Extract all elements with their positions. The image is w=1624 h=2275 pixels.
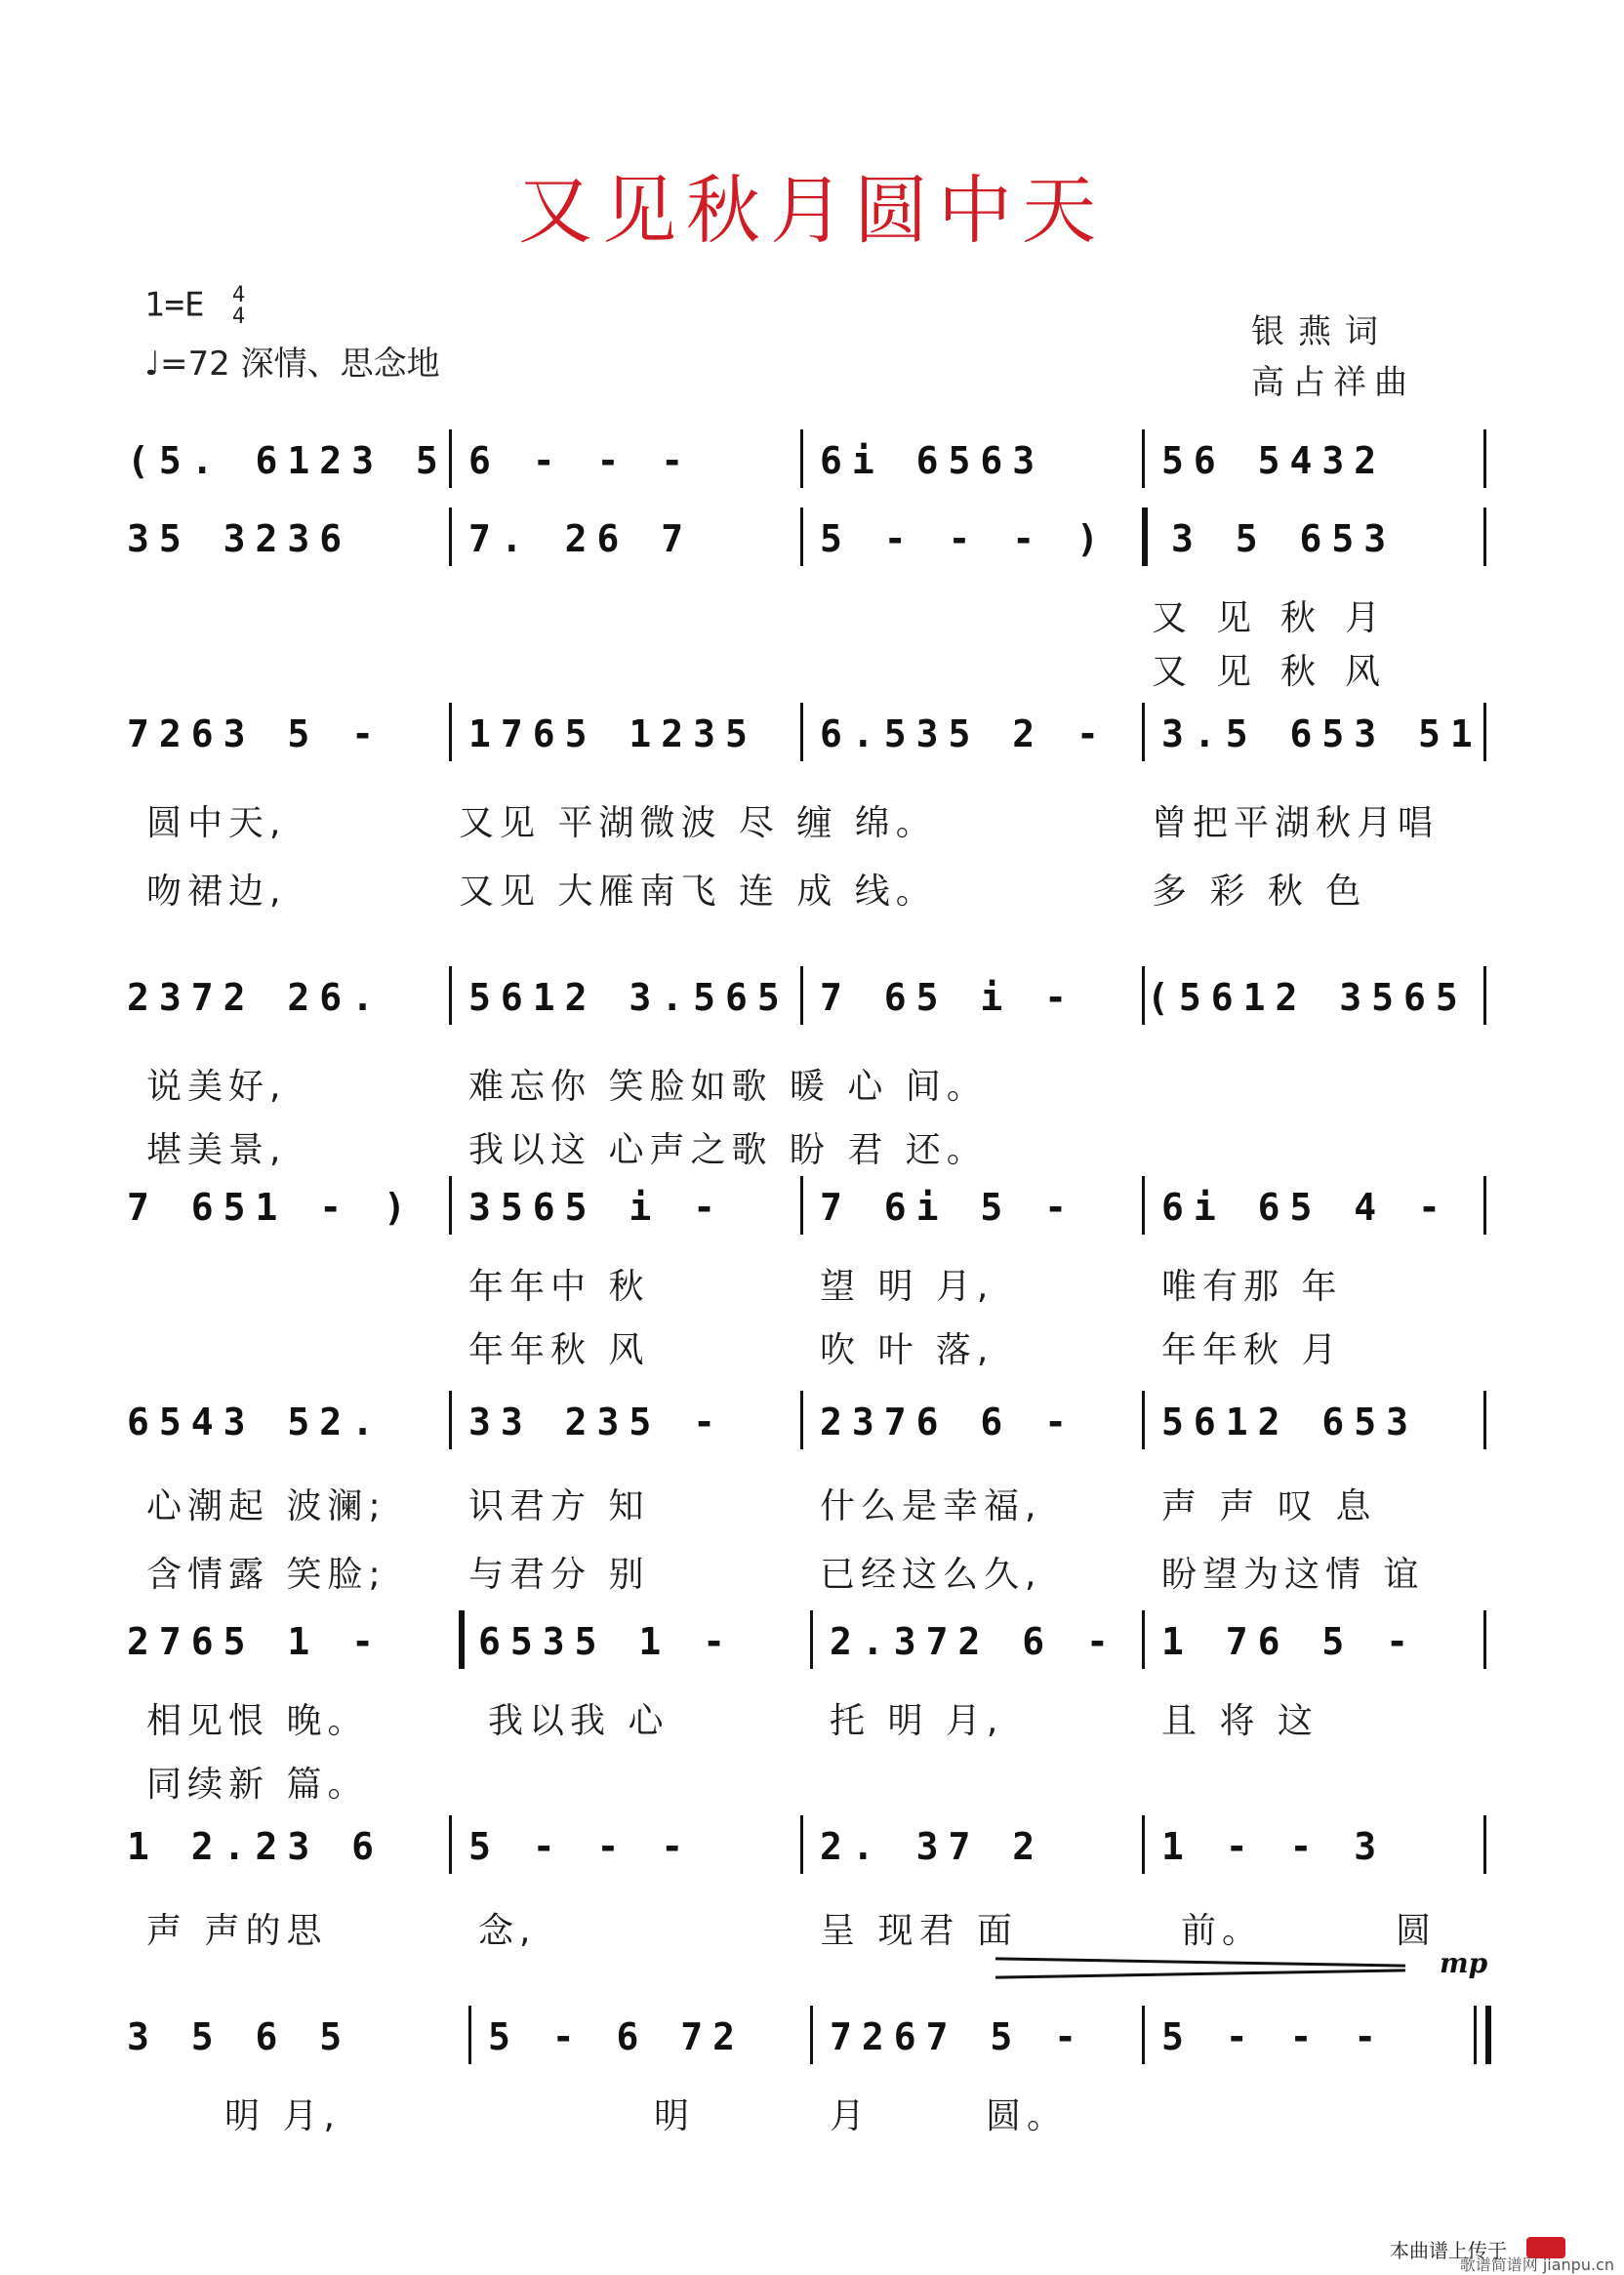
measure: 5 - - - ) [820, 517, 1109, 560]
lyric-segment: 吹 叶 落, [820, 1330, 995, 1370]
measure: 5612 3.565 [468, 976, 790, 1019]
bar-line [810, 1610, 813, 1669]
bar-line [1142, 1176, 1145, 1235]
lyric-segment: 念, [478, 1911, 537, 1951]
measure: 2372 26. [127, 976, 385, 1019]
bar-line [800, 1391, 803, 1449]
measure: 7267 5 - [830, 2015, 1087, 2058]
lyric-segment: 圆 [1396, 1911, 1438, 1951]
lyric-segment: 明 [654, 2096, 696, 2136]
measure: 35 3236 [127, 517, 352, 560]
bar-line [1142, 2006, 1145, 2064]
bar-line [449, 703, 452, 761]
bar-line [1483, 429, 1486, 488]
tempo-marking: ♩=72 深情、思念地 [144, 345, 440, 384]
page-title: 又见秋月圆中天 [518, 167, 1106, 254]
lyric-segment: 年年中 秋 [468, 1267, 650, 1307]
lyric-segment: 圆。 [986, 2096, 1069, 2136]
bar-line [1483, 1391, 1486, 1449]
measure: 33 235 - [468, 1401, 726, 1443]
lyric-segment: 相见恨 晚。 [146, 1701, 369, 1741]
key-label: 1=E [144, 285, 205, 325]
staff-row-4 [127, 976, 1493, 1025]
measure: 1 2.23 6 [127, 1825, 385, 1868]
bar-line [1474, 2006, 1477, 2064]
lyric-segment: 望 明 月, [820, 1267, 995, 1307]
measure: 2765 1 - [127, 1620, 385, 1663]
lyric-segment: 圆中天, [146, 803, 287, 843]
lyric-segment: 我以这 心声之歌 盼 君 还。 [468, 1130, 988, 1170]
measure: 3565 i - [468, 1186, 726, 1229]
lyric-segment: 什么是幸福, [820, 1486, 1042, 1526]
measure: 1 76 5 - [1161, 1620, 1419, 1663]
lyric-segment: 明 月, [224, 2096, 341, 2136]
lyric-segment: 吻裙边, [146, 872, 287, 912]
measure: 7 6i 5 - [820, 1186, 1077, 1229]
measure: 5 - 6 72 [488, 2015, 746, 2058]
measure: 6543 52. [127, 1401, 385, 1443]
staff-row-3 [127, 712, 1493, 761]
measure: 1 - - 3 [1161, 1825, 1387, 1868]
bar-line [1483, 966, 1486, 1025]
lyric-segment: 我以我 心 [488, 1701, 670, 1741]
lyric-segment: 年年秋 月 [1161, 1330, 1343, 1370]
lyric-line: 又见秋风 [1152, 652, 1410, 692]
bar-line [800, 1815, 803, 1874]
lyric-segment: 呈 现君 面 [820, 1911, 1018, 1951]
lyric-segment: 声 声的思 [146, 1911, 328, 1951]
bar-line [810, 2006, 813, 2064]
repeat-bar-line [1142, 508, 1148, 566]
lyric-segment: 唯有那 年 [1161, 1267, 1343, 1307]
bar-line [1483, 1815, 1486, 1874]
bar-line [800, 1176, 803, 1235]
upload-credit: 本曲谱上传于 [1390, 2239, 1507, 2262]
measure: (5. 6123 5 [127, 439, 448, 482]
lyric-segment: 与君分 别 [468, 1555, 650, 1595]
site-watermark: 歌谱简谱网 jianpu.cn [1459, 2255, 1614, 2274]
dynamic-marking: mp [1440, 1947, 1488, 1979]
staff-row-6 [127, 1401, 1493, 1449]
measure: 3.5 653 51 [1161, 712, 1482, 755]
bar-line [1142, 1610, 1145, 1669]
bar-line [1142, 1391, 1145, 1449]
bar-line [449, 1176, 452, 1235]
lyric-segment: 且 将 这 [1161, 1701, 1319, 1741]
measure: 2. 37 2 [820, 1825, 1045, 1868]
lyric-segment: 堪美景, [146, 1130, 287, 1170]
repeat-bar-line [459, 1610, 465, 1669]
lyric-segment: 同续新 篇。 [146, 1765, 369, 1805]
lyric-segment: 曾把平湖秋月唱 [1152, 803, 1440, 843]
measure: 2.372 6 - [830, 1620, 1118, 1663]
staff-row-2 [127, 517, 1493, 566]
bar-line [800, 703, 803, 761]
bar-line [1483, 703, 1486, 761]
bar-line [449, 1815, 452, 1874]
bar-line [449, 966, 452, 1025]
key-signature [144, 285, 245, 328]
final-bar-line [1485, 2006, 1491, 2064]
lyric-line: 又见秋月 [1152, 598, 1410, 638]
measure: 3 5 653 [1171, 517, 1397, 560]
measure: 7 651 - ) [127, 1186, 416, 1229]
lyric-segment: 月 [830, 2096, 872, 2136]
composer: 高占祥曲 [1251, 363, 1415, 402]
bar-line [449, 508, 452, 566]
bar-line [449, 429, 452, 488]
time-signature [232, 285, 245, 328]
time-top: 4 [231, 283, 246, 307]
measure: 7. 26 7 [468, 517, 694, 560]
measure: 5 - - - [1161, 2015, 1387, 2058]
bar-line [1142, 966, 1145, 1025]
bar-line [1483, 508, 1486, 566]
bar-line [1142, 1815, 1145, 1874]
measure: (5612 3565 [1147, 976, 1468, 1019]
lyric-segment: 又见 平湖微波 尽 缠 绵。 [459, 803, 937, 843]
measure: 56 5432 [1161, 439, 1387, 482]
lyric-segment: 托 明 月, [830, 1701, 1004, 1741]
bar-line [1142, 429, 1145, 488]
measure: 5612 653 [1161, 1401, 1419, 1443]
lyric-segment: 已经这么久, [820, 1555, 1042, 1595]
staff-row-7 [127, 1620, 1493, 1669]
bar-line [800, 429, 803, 488]
staff-row-9 [127, 2015, 1493, 2064]
lyric-segment: 心潮起 波澜; [146, 1486, 386, 1526]
lyricist: 银燕词 [1251, 312, 1392, 351]
measure: 7 65 i - [820, 976, 1077, 1019]
measure: 6i 65 4 - [1161, 1186, 1450, 1229]
measure: 3 5 6 5 [127, 2015, 352, 2058]
lyric-segment: 说美好, [146, 1067, 287, 1107]
hairpin-line [995, 1957, 1405, 1967]
staff-row-1 [127, 439, 1493, 488]
measure: 5 - - - [468, 1825, 694, 1868]
lyric-segment: 又见 大雁南飞 连 成 线。 [459, 872, 937, 912]
lyric-segment: 含情露 笑脸; [146, 1555, 386, 1595]
lyric-segment: 多 彩 秋 色 [1152, 872, 1367, 912]
lyric-segment: 难忘你 笑脸如歌 暖 心 间。 [468, 1067, 988, 1107]
bar-line [468, 2006, 471, 2064]
lyric-segment: 年年秋 风 [468, 1330, 650, 1370]
lyric-segment: 盼望为这情 谊 [1161, 1555, 1425, 1595]
bar-line [449, 1391, 452, 1449]
measure: 7263 5 - [127, 712, 385, 755]
bar-line [800, 966, 803, 1025]
lyric-segment: 前。 [1181, 1911, 1264, 1951]
staff-row-8 [127, 1825, 1493, 1874]
lyric-segment: 声 声 叹 息 [1161, 1486, 1377, 1526]
hairpin-line [995, 1969, 1405, 1978]
time-bottom: 4 [231, 305, 246, 329]
measure: 6.535 2 - [820, 712, 1109, 755]
bar-line [800, 508, 803, 566]
lyric-segment: 识君方 知 [468, 1486, 650, 1526]
staff-row-5 [127, 1186, 1493, 1235]
crescendo-hairpin [995, 1959, 1415, 1978]
bar-line [1483, 1176, 1486, 1235]
bar-line [1483, 1610, 1486, 1669]
measure: 2376 6 - [820, 1401, 1077, 1443]
measure: 6i 6563 [820, 439, 1045, 482]
bar-line [1142, 703, 1145, 761]
measure: 6 - - - [468, 439, 694, 482]
measure: 6535 1 - [478, 1620, 736, 1663]
measure: 1765 1235 [468, 712, 757, 755]
